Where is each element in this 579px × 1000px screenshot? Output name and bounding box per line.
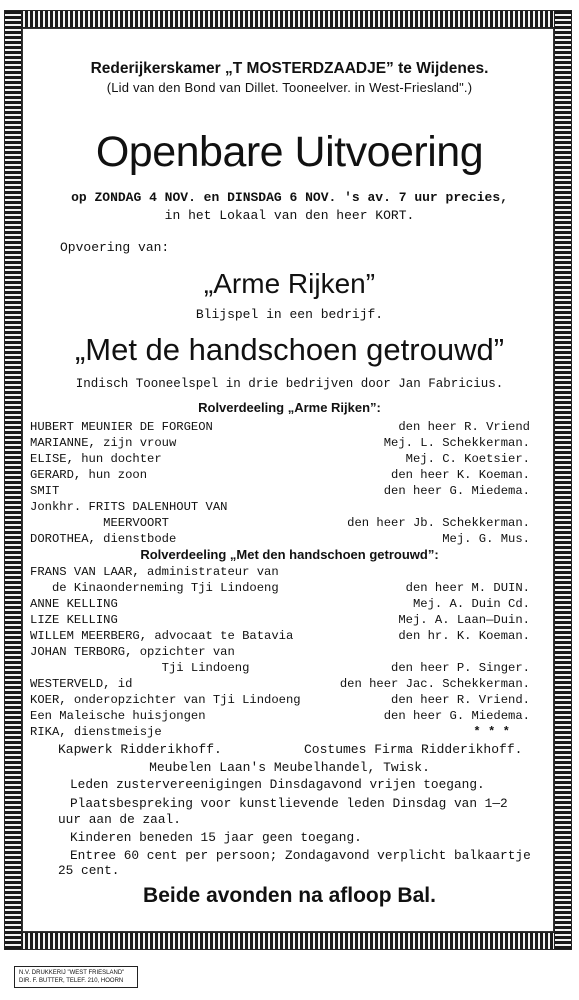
closing-line: Beide avonden na afloop Bal.	[143, 884, 436, 907]
dates-line: op ZONDAG 4 NOV. en DINSDAG 6 NOV. 's av. 7 uur precies,	[71, 190, 508, 205]
actor: den heer R. Vriend	[398, 420, 530, 434]
role: GERARD, hun zoon	[30, 468, 148, 482]
role: Tji Lindoeng	[30, 661, 250, 675]
actor: den heer R. Vriend.	[391, 693, 530, 707]
actor: Mej. A. Duin Cd.	[412, 597, 530, 611]
border-top	[4, 10, 572, 28]
cast-row	[30, 532, 530, 548]
membership-line: (Lid van den Bond van Dillet. Tooneelver. in West-Friesland".)	[106, 80, 473, 95]
role: MARIANNE, zijn vrouw	[30, 436, 177, 450]
kapwerk-note: Kapwerk Ridderikhoff.	[58, 742, 222, 757]
role: SMIT	[30, 484, 60, 498]
cast-row	[30, 645, 530, 661]
actor: Mej. G. Mus.	[442, 532, 530, 546]
cast-row	[30, 500, 530, 516]
role: FRANS VAN LAAR, administrateur van	[30, 565, 279, 579]
role: de Kinaonderneming Tji Lindoeng	[30, 581, 279, 595]
cast-row	[30, 629, 530, 645]
cast-row	[30, 565, 530, 581]
costumes-note: Costumes Firma Ridderikhoff.	[304, 742, 523, 757]
meubelen-note: Meubelen Laan's Meubelhandel, Twisk.	[149, 760, 430, 775]
actor: * * *	[473, 725, 510, 739]
cast-row	[30, 693, 530, 709]
printer-line2: DIR. F. BUTTER, TELEF. 210, HOORN	[19, 978, 124, 984]
role: WESTERVELD, id	[30, 677, 133, 691]
actor: Mej. C. Koetsier.	[405, 452, 530, 466]
actor: den heer P. Singer.	[391, 661, 530, 675]
plaats-note-line2: uur aan de zaal.	[58, 812, 181, 827]
actor: den heer Jb. Schekkerman.	[347, 516, 530, 530]
cast-row	[30, 581, 530, 597]
cast-row	[30, 484, 530, 500]
play1-title: „Arme Rijken”	[203, 268, 376, 299]
cast-row	[30, 709, 530, 725]
location-line: in het Lokaal van den heer KORT.	[164, 208, 415, 223]
cast-row	[30, 725, 530, 741]
role: WILLEM MEERBERG, advocaat te Batavia	[30, 629, 294, 643]
cast-row	[30, 436, 530, 452]
role: Jonkhr. FRITS DALENHOUT VAN	[30, 500, 228, 514]
actor: den heer M. DUIN.	[405, 581, 530, 595]
printer-line1: N.V. DRUKKERIJ "WEST FRIESLAND"	[19, 970, 125, 976]
cast-row	[30, 613, 530, 629]
intro-line: Opvoering van:	[60, 240, 170, 255]
role: HUBERT MEUNIER DE FORGEON	[30, 420, 213, 434]
cast-row	[30, 661, 530, 677]
role: ANNE KELLING	[30, 597, 118, 611]
society-heading: Rederijkerskamer „T MOSTERDZAADJE” te Wijdenes.	[90, 60, 489, 77]
actor: den heer K. Koeman.	[391, 468, 530, 482]
role: DOROTHEA, dienstbode	[30, 532, 177, 546]
role: JOHAN TERBORG, opzichter van	[30, 645, 235, 659]
plaats-note-line1: Plaatsbespreking voor kunstlievende leden Dinsdag van 1—2	[70, 796, 508, 811]
play2-title: „Met de handschoen getrouwd”	[74, 332, 505, 367]
actor: den heer Jac. Schekkerman.	[339, 677, 530, 691]
cast1-heading: Rolverdeeling „Arme Rijken”:	[198, 400, 381, 415]
kinderen-note: Kinderen beneden 15 jaar geen toegang.	[70, 830, 362, 845]
cast-row	[30, 420, 530, 436]
actor: Mej. L. Schekkerman.	[383, 436, 530, 450]
play1-subtitle: Blijspel in een bedrijf.	[195, 307, 384, 322]
cast-row	[30, 677, 530, 693]
page-title: Openbare Uitvoering	[95, 128, 484, 176]
cast-row	[30, 516, 530, 532]
actor: Mej. A. Laan—Duin.	[398, 613, 530, 627]
role: Een Maleische huisjongen	[30, 709, 206, 723]
actor: den heer G. Miedema.	[383, 484, 530, 498]
entree-note-line1: Entree 60 cent per persoon; Zondagavond verplicht balkaartje	[70, 848, 531, 863]
cast2-heading: Rolverdeeling „Met den handschoen getrouwd”:	[140, 547, 439, 562]
play2-subtitle: Indisch Tooneelspel in drie bedrijven door Jan Fabricius.	[75, 377, 504, 391]
role: KOER, onderopzichter van Tji Lindoeng	[30, 693, 301, 707]
cast-row	[30, 468, 530, 484]
border-bottom	[4, 932, 572, 950]
printer-mark	[14, 966, 138, 988]
entree-note-line2: 25 cent.	[58, 863, 120, 878]
role: RIKA, dienstmeisje	[30, 725, 162, 739]
actor: den hr. K. Koeman.	[398, 629, 530, 643]
cast-row	[30, 452, 530, 468]
cast-row	[30, 597, 530, 613]
role: ELISE, hun dochter	[30, 452, 162, 466]
leden-note: Leden zustervereenigingen Dinsdagavond vrijen toegang.	[70, 777, 485, 792]
role: LIZE KELLING	[30, 613, 118, 627]
actor: den heer G. Miedema.	[383, 709, 530, 723]
role: MEERVOORT	[30, 516, 169, 530]
